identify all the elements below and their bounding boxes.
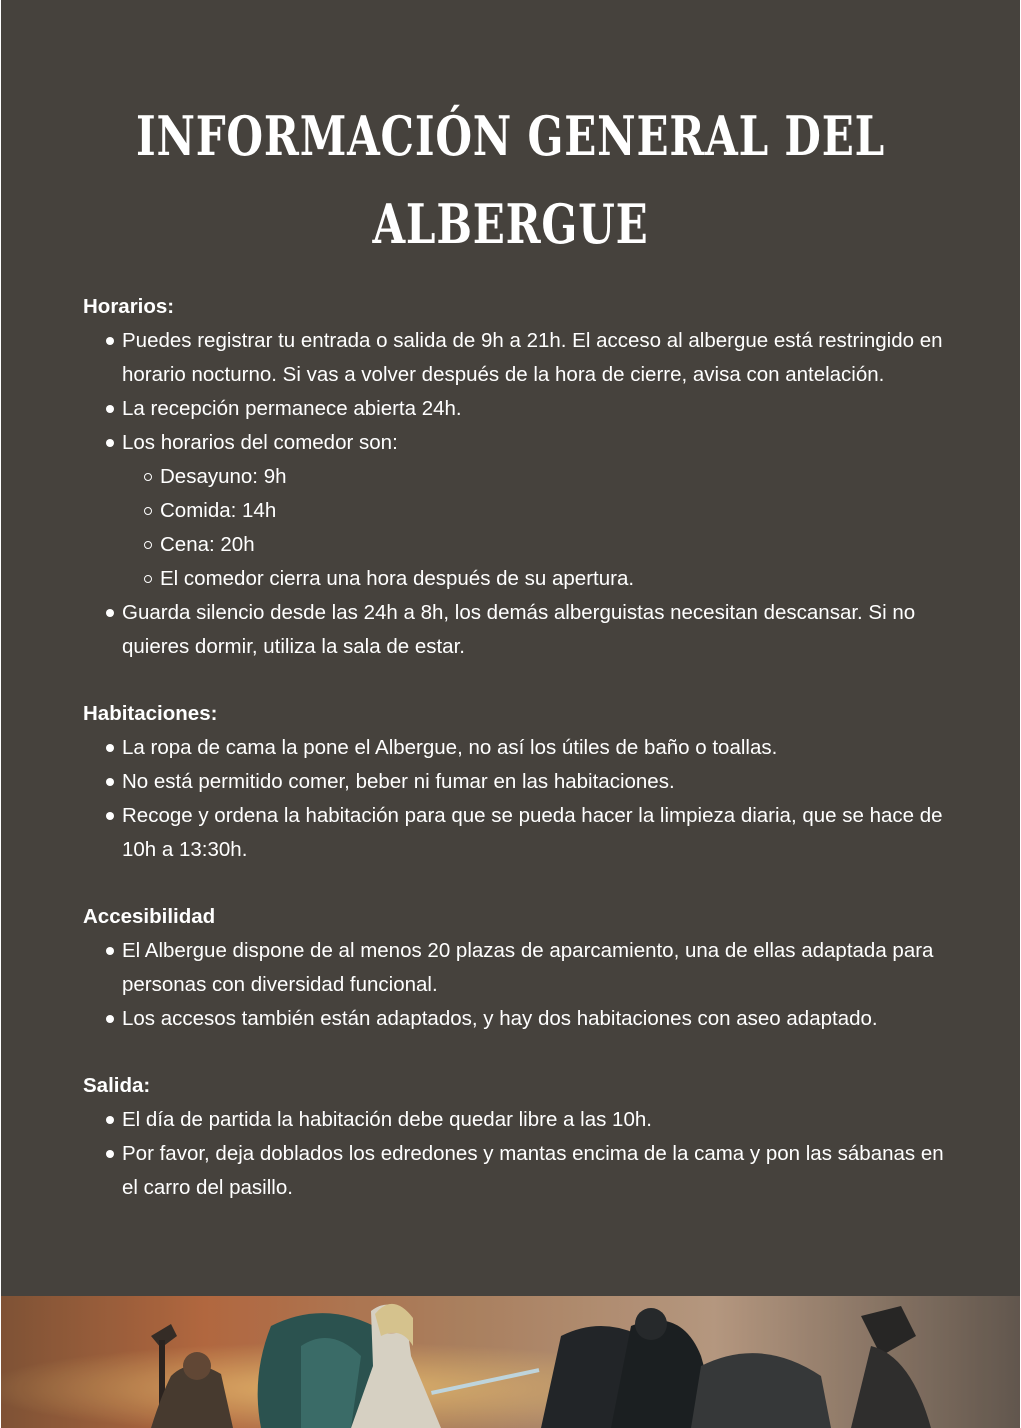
bullet-icon [106,1116,114,1124]
list-item-text: Recoge y ordena la habitación para que se pueda hacer la limpieza diaria, que se hace de 10h a 13:30h. [122,804,943,861]
list-item [122,392,953,426]
section-accesibilidad [83,900,953,1036]
list-item [122,799,953,867]
section-heading-horarios: Horarios: [83,295,175,318]
section-salida [83,1069,953,1205]
bullet-icon [106,609,114,617]
sub-list-item [160,528,953,562]
bullet-list-habitaciones [83,731,953,867]
list-item-text: Guarda silencio desde las 24h a 8h, los demás alberguistas necesitan descansar. Si no quieres dormir, utiliza la sala de estar. [122,601,916,658]
bullet-list-horarios [83,324,953,664]
sub-list-item [160,494,953,528]
bullet-list-salida [83,1103,953,1205]
list-item-text: El día de partida la habitación debe quedar libre a las 10h. [122,1108,652,1131]
bullet-icon [106,1015,114,1023]
bullet-icon [106,947,114,955]
list-item [122,1002,953,1036]
list-item-text: Los horarios del comedor son: [122,431,398,454]
sub-list-item-text: Cena: 20h [160,533,255,556]
fantasy-illustration-banner [1,1296,1020,1428]
list-item [122,596,953,664]
sub-list-item-text: El comedor cierra una hora después de su apertura. [160,567,635,590]
sub-list-item-text: Desayuno: 9h [160,465,287,488]
list-item [122,426,953,596]
sub-list-comedor [122,460,953,596]
list-item [122,1103,953,1137]
sub-list-item-text: Comida: 14h [160,499,277,522]
circle-bullet-icon [144,507,152,515]
page-title-line-1: INFORMACIÓN GENERAL DEL [135,104,886,168]
sub-list-item [160,460,953,494]
bullet-icon [106,812,114,820]
bullet-icon [106,1150,114,1158]
document-page [1,0,1020,1428]
main-content [83,290,953,1238]
section-heading-salida: Salida: [83,1074,151,1097]
bullet-icon [106,439,114,447]
list-item-text: Puedes registrar tu entrada o salida de 9h a 21h. El acceso al albergue está restringido en horario nocturno. Si vas a volver después de la hora de cierre, avisa con antelación. [122,329,943,386]
illustration-image [1,1296,1020,1428]
bullet-list-accesibilidad [83,934,953,1036]
list-item [122,731,953,765]
list-item [122,934,953,1002]
list-item-text: Los accesos también están adaptados, y hay dos habitaciones con aseo adaptado. [122,1007,878,1030]
page-title [113,92,908,268]
list-item [122,324,953,392]
section-heading-accesibilidad: Accesibilidad [83,905,216,928]
list-item-text: No está permitido comer, beber ni fumar en las habitaciones. [122,770,675,793]
circle-bullet-icon [144,473,152,481]
bullet-icon [106,778,114,786]
bullet-icon [106,744,114,752]
circle-bullet-icon [144,541,152,549]
circle-bullet-icon [144,575,152,583]
list-item-text: El Albergue dispone de al menos 20 plazas de aparcamiento, una de ellas adaptada para personas con diversidad funcional. [122,939,934,996]
section-habitaciones [83,697,953,867]
section-horarios [83,290,953,664]
list-item [122,765,953,799]
bullet-icon [106,405,114,413]
bullet-icon [106,337,114,345]
page-title-line-2: ALBERGUE [372,192,649,256]
list-item-text: La recepción permanece abierta 24h. [122,397,462,420]
list-item-text: La ropa de cama la pone el Albergue, no así los útiles de baño o toallas. [122,736,778,759]
section-heading-habitaciones: Habitaciones: [83,702,218,725]
sub-list-item [160,562,953,596]
list-item-text: Por favor, deja doblados los edredones y mantas encima de la cama y pon las sábanas en el carro del pasillo. [122,1142,944,1199]
list-item [122,1137,953,1205]
